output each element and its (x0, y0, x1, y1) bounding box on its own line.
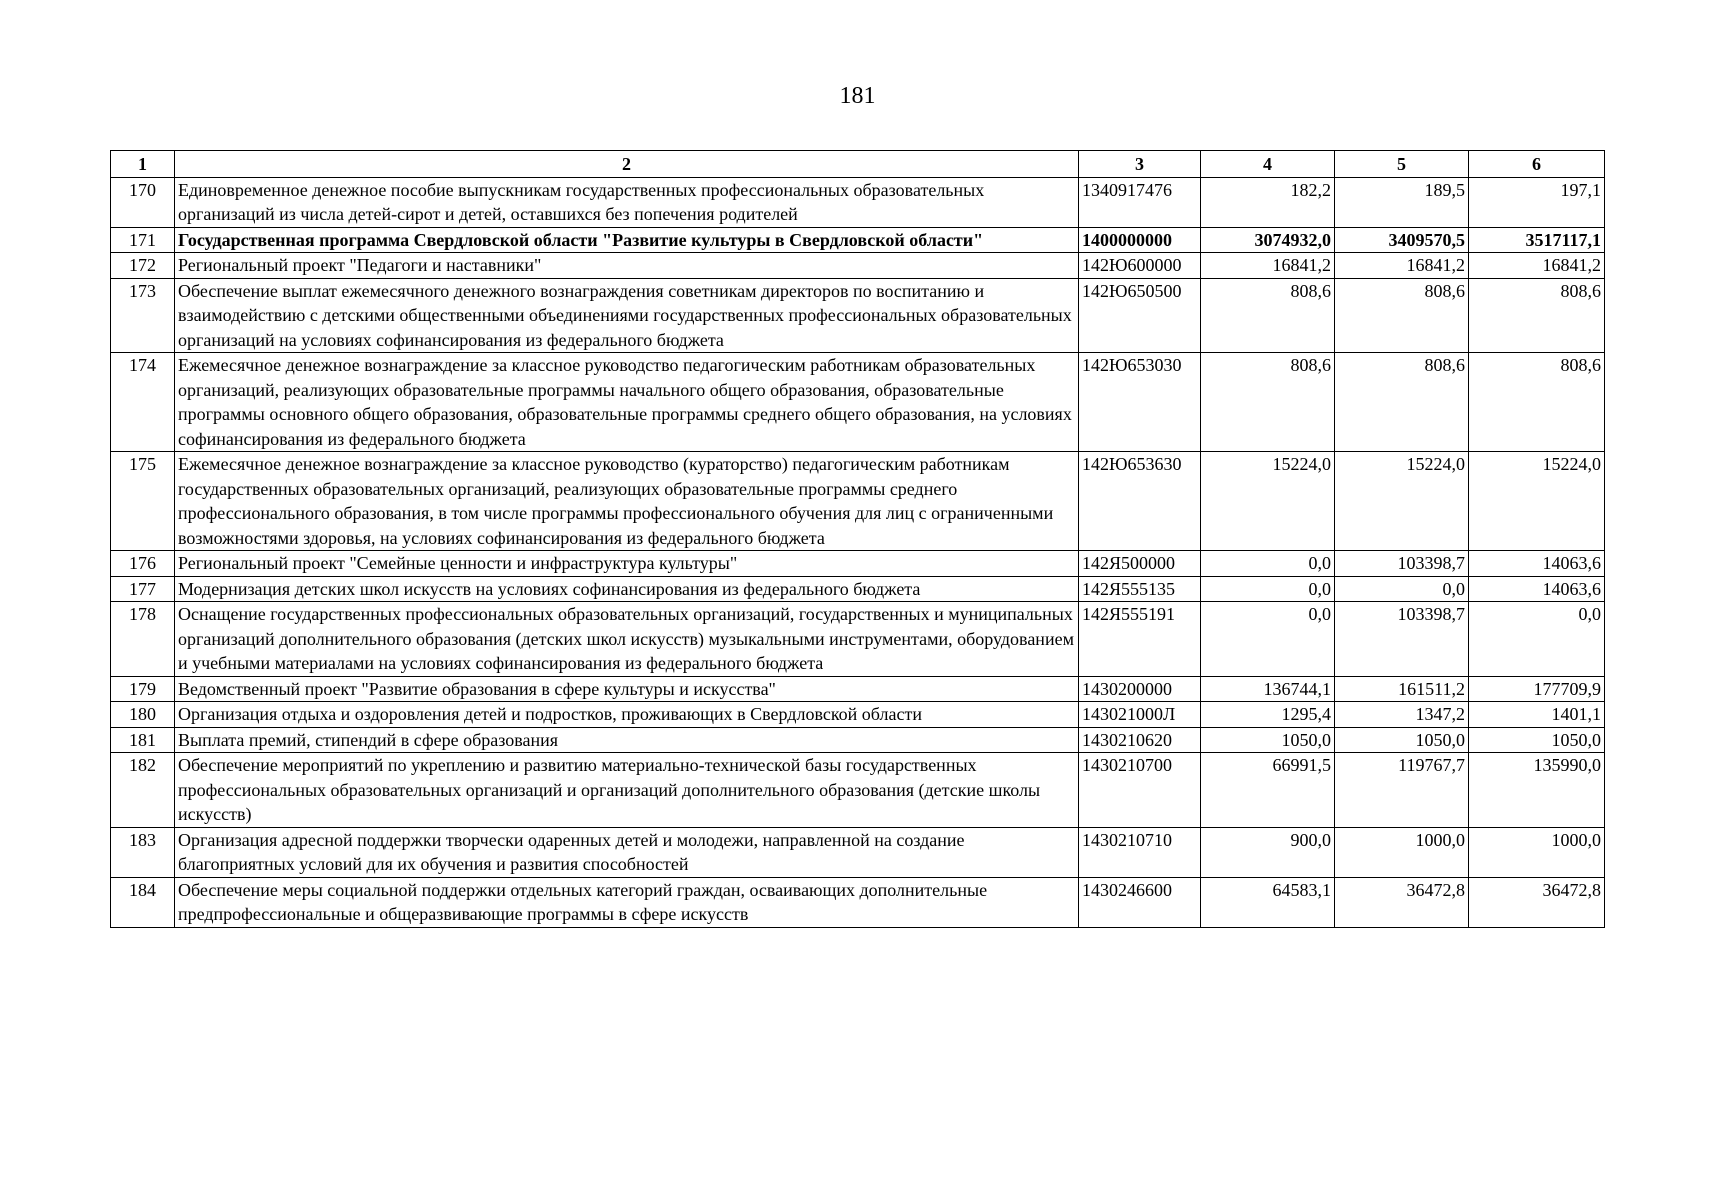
budget-table (110, 150, 1605, 928)
row-value-col5: 103398,7 (1335, 551, 1469, 577)
row-code: 1430210710 (1079, 827, 1201, 877)
page-number: 181 (839, 83, 876, 109)
row-name: Единовременное денежное пособие выпускникам государственных профессиональных образовательных организаций из числа детей-сирот и детей, оставшихся без попечения родителей (175, 177, 1079, 227)
row-number: 178 (111, 602, 175, 677)
row-value-col5: 15224,0 (1335, 452, 1469, 551)
row-value-col4: 1050,0 (1201, 727, 1335, 753)
row-code: 142Ю653630 (1079, 452, 1201, 551)
row-value-col6: 16841,2 (1469, 253, 1605, 279)
row-value-col6: 808,6 (1469, 353, 1605, 452)
row-value-col5: 1347,2 (1335, 702, 1469, 728)
row-value-col5: 189,5 (1335, 177, 1469, 227)
row-number: 175 (111, 452, 175, 551)
row-value-col5: 808,6 (1335, 353, 1469, 452)
table-row (111, 576, 1605, 602)
row-name: Региональный проект "Семейные ценности и инфраструктура культуры" (175, 551, 1079, 577)
row-value-col5: 1000,0 (1335, 827, 1469, 877)
row-value-col6: 3517117,1 (1469, 227, 1605, 253)
row-value-col4: 16841,2 (1201, 253, 1335, 279)
row-code: 1430200000 (1079, 676, 1201, 702)
row-value-col4: 15224,0 (1201, 452, 1335, 551)
row-value-col6: 808,6 (1469, 278, 1605, 353)
row-code: 142Я500000 (1079, 551, 1201, 577)
row-value-col4: 64583,1 (1201, 877, 1335, 927)
row-value-col5: 808,6 (1335, 278, 1469, 353)
row-value-col5: 36472,8 (1335, 877, 1469, 927)
row-name: Обеспечение меры социальной поддержки отдельных категорий граждан, осваивающих дополнительные предпрофессиональные и общеразвивающие программы в сфере искусств (175, 877, 1079, 927)
row-number: 182 (111, 753, 175, 828)
table-row (111, 727, 1605, 753)
row-code: 1400000000 (1079, 227, 1201, 253)
table-row (111, 676, 1605, 702)
row-value-col6: 177709,9 (1469, 676, 1605, 702)
row-value-col4: 0,0 (1201, 602, 1335, 677)
table-row (111, 452, 1605, 551)
row-number: 177 (111, 576, 175, 602)
row-code: 142Ю600000 (1079, 253, 1201, 279)
row-value-col4: 66991,5 (1201, 753, 1335, 828)
table-row (111, 253, 1605, 279)
row-value-col6: 1401,1 (1469, 702, 1605, 728)
row-value-col6: 197,1 (1469, 177, 1605, 227)
row-value-col6: 36472,8 (1469, 877, 1605, 927)
table-row (111, 278, 1605, 353)
row-name: Оснащение государственных профессиональных образовательных организаций, государственных и муниципальных организаций дополнительного образования (детских школ искусств) музыкальными инструментами, оборудованием и учебными материалами на условиях софинансирования из федерального бюджета (175, 602, 1079, 677)
row-name: Обеспечение выплат ежемесячного денежного вознаграждения советникам директоров по воспитанию и взаимодействию с детскими общественными объединениями государственных профессиональных образовательных организаций на условиях софинансирования из федерального бюджета (175, 278, 1079, 353)
header-col-6: 6 (1469, 151, 1605, 178)
row-value-col5: 161511,2 (1335, 676, 1469, 702)
row-value-col6: 1000,0 (1469, 827, 1605, 877)
table-row (111, 753, 1605, 828)
table-row (111, 602, 1605, 677)
row-code: 1340917476 (1079, 177, 1201, 227)
table-row (111, 177, 1605, 227)
row-number: 173 (111, 278, 175, 353)
table-row (111, 551, 1605, 577)
row-number: 171 (111, 227, 175, 253)
row-value-col4: 3074932,0 (1201, 227, 1335, 253)
header-col-5: 5 (1335, 151, 1469, 178)
row-code: 142Ю650500 (1079, 278, 1201, 353)
row-code: 1430246600 (1079, 877, 1201, 927)
table-row (111, 877, 1605, 927)
table-row (111, 227, 1605, 253)
row-value-col5: 0,0 (1335, 576, 1469, 602)
row-value-col4: 808,6 (1201, 353, 1335, 452)
row-value-col4: 182,2 (1201, 177, 1335, 227)
row-value-col4: 0,0 (1201, 576, 1335, 602)
row-value-col5: 1050,0 (1335, 727, 1469, 753)
row-name: Выплата премий, стипендий в сфере образования (175, 727, 1079, 753)
row-number: 183 (111, 827, 175, 877)
row-code: 142Я555135 (1079, 576, 1201, 602)
row-name: Ежемесячное денежное вознаграждение за классное руководство педагогическим работникам образовательных организаций, реализующих образовательные программы начального общего образования, образовательные программы основного общего образования, образовательные программы среднего общего образования, на условиях софинансирования из федерального бюджета (175, 353, 1079, 452)
row-code: 1430210700 (1079, 753, 1201, 828)
row-name: Региональный проект "Педагоги и наставники" (175, 253, 1079, 279)
row-code: 142Я555191 (1079, 602, 1201, 677)
header-col-2: 2 (175, 151, 1079, 178)
row-number: 184 (111, 877, 175, 927)
row-value-col6: 15224,0 (1469, 452, 1605, 551)
row-number: 181 (111, 727, 175, 753)
row-number: 170 (111, 177, 175, 227)
row-value-col4: 136744,1 (1201, 676, 1335, 702)
header-col-1: 1 (111, 151, 175, 178)
table-body (111, 177, 1605, 927)
row-number: 176 (111, 551, 175, 577)
row-name: Модернизация детских школ искусств на условиях софинансирования из федерального бюджета (175, 576, 1079, 602)
table-row (111, 827, 1605, 877)
row-name: Организация адресной поддержки творчески одаренных детей и молодежи, направленной на создание благоприятных условий для их обучения и развития способностей (175, 827, 1079, 877)
row-value-col6: 135990,0 (1469, 753, 1605, 828)
row-value-col6: 14063,6 (1469, 576, 1605, 602)
table-row (111, 702, 1605, 728)
row-value-col4: 808,6 (1201, 278, 1335, 353)
row-name: Государственная программа Свердловской области "Развитие культуры в Свердловской области" (175, 227, 1079, 253)
row-number: 172 (111, 253, 175, 279)
row-value-col5: 103398,7 (1335, 602, 1469, 677)
header-row (111, 151, 1605, 178)
row-number: 174 (111, 353, 175, 452)
row-value-col5: 119767,7 (1335, 753, 1469, 828)
row-name: Организация отдыха и оздоровления детей и подростков, проживающих в Свердловской области (175, 702, 1079, 728)
row-value-col6: 0,0 (1469, 602, 1605, 677)
row-name: Ежемесячное денежное вознаграждение за классное руководство (кураторство) педагогическим работникам государственных образовательных организаций, реализующих образовательные программы среднего профессионального образования, в том числе программы профессионального обучения для лиц с ограниченными возможностями здоровья, на условиях софинансирования из федерального бюджета (175, 452, 1079, 551)
row-value-col5: 16841,2 (1335, 253, 1469, 279)
row-value-col6: 14063,6 (1469, 551, 1605, 577)
row-code: 142Ю653030 (1079, 353, 1201, 452)
row-code: 1430210620 (1079, 727, 1201, 753)
header-col-3: 3 (1079, 151, 1201, 178)
row-name: Ведомственный проект "Развитие образования в сфере культуры и искусства" (175, 676, 1079, 702)
table-row (111, 353, 1605, 452)
row-value-col5: 3409570,5 (1335, 227, 1469, 253)
row-value-col4: 1295,4 (1201, 702, 1335, 728)
row-value-col4: 0,0 (1201, 551, 1335, 577)
row-value-col4: 900,0 (1201, 827, 1335, 877)
row-value-col6: 1050,0 (1469, 727, 1605, 753)
header-col-4: 4 (1201, 151, 1335, 178)
row-number: 179 (111, 676, 175, 702)
row-name: Обеспечение мероприятий по укреплению и развитию материально-технической базы государственных профессиональных образовательных организаций и организаций дополнительного образования (детские школы искусств) (175, 753, 1079, 828)
row-number: 180 (111, 702, 175, 728)
row-code: 143021000Л (1079, 702, 1201, 728)
